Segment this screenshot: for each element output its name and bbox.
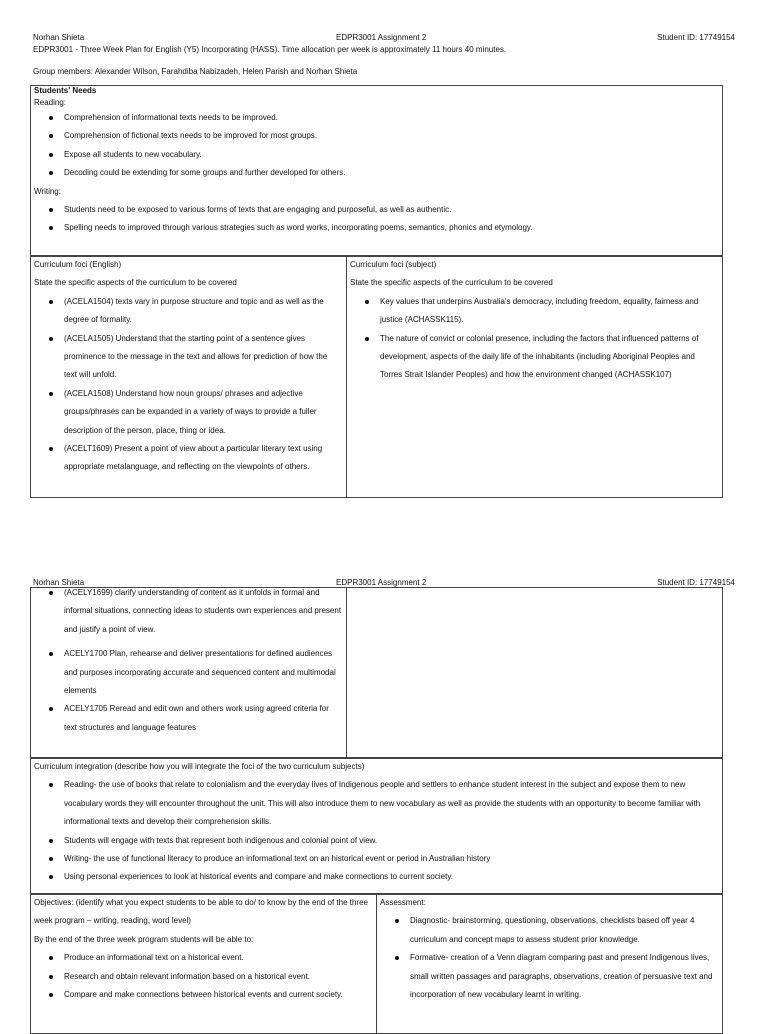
list-item: Decoding could be extending for some groups and further developed for others. — [64, 164, 719, 182]
curriculum-english-list — [34, 293, 342, 477]
curriculum-english-continued-list — [34, 584, 342, 737]
column-divider — [346, 256, 347, 498]
list-item: Reading- the use of books that relate to colonialism and the everyday lives of Indigenous people and settlers to enhance student interest in the subject and expose them to new vocabulary words they will encounter throughout the unit. This will also introduce them to new vocabulary as well as provide the students with an opportunity to become familiar with informational texts and develop their comprehension skills. — [64, 776, 719, 831]
list-item: Formative- creation of a Venn diagram comparing past and present Indigenous lives, small written passages and paragraphs, observations, creation of persuasive text and incorporation of new vocabulary learnt in writing. — [410, 949, 718, 1004]
list-item: (ACELA1504) texts vary in purpose structure and topic and as well as the degree of formality. — [64, 293, 342, 330]
reading-label: Reading: — [34, 98, 67, 107]
list-item: ACELY1700 Plan, rehearse and deliver presentations for defined audiences and purposes incorporating accurate and sequenced content and multimodal elements — [64, 645, 342, 700]
curriculum-english-continued-cell — [34, 584, 342, 737]
header-name: Norhan Shieta — [33, 578, 85, 587]
list-item: Comprehension of informational texts needs to be improved. — [64, 109, 719, 127]
curriculum-subject-list — [350, 293, 718, 385]
assessment-title: Assessment: — [380, 898, 426, 907]
list-item: Compare and make connections between historical events and current society. — [64, 986, 372, 1004]
column-divider — [346, 587, 347, 758]
list-item: Spelling needs to improved through various strategies such as word works, incorporating poems, semantics, phonics and etymology. — [64, 219, 719, 237]
plan-title: EDPR3001 - Three Week Plan for English (Y5) Incorporating (HASS). Time allocation per week is approximately 11 hours 40 minutes. — [33, 45, 507, 54]
list-item: Students will engage with texts that represent both indigenous and colonial point of view. — [64, 832, 719, 850]
students-needs-cell — [34, 85, 719, 238]
list-item: (ACELA1505) Understand that the starting point of a sentence gives prominence to the message in the text and allows for prediction of how the text will unfold. — [64, 330, 342, 385]
list-item: Students need to be exposed to various forms of texts that are engaging and purposeful, as well as authentic. — [64, 201, 719, 219]
list-item: (ACELT1609) Present a point of view about a particular literary text using appropriate metalanguage, and reflecting on the viewpoints of others. — [64, 440, 342, 477]
objectives-cell — [34, 894, 372, 1004]
assessment-cell — [380, 894, 718, 1004]
group-members: Group members: Alexander Wilson, Farahdiba Nabizadeh, Helen Parish and Norhan Shieta — [33, 67, 358, 76]
curriculum-subject-subtitle: State the specific aspects of the curriculum to be covered — [350, 278, 553, 288]
curriculum-subject-title: Curriculum foci (subject) — [350, 260, 437, 269]
list-item: The nature of convict or colonial presence, including the factors that influenced patterns of development, aspects of the daily life of the inhabitants (including Aboriginal Peoples and Torres Strait Islander Peoples) and how the environment changed (ACHASSK107) — [380, 330, 718, 385]
curriculum-subject-cell — [350, 256, 718, 385]
header-assignment: EDPR3001 Assignment 2 — [336, 578, 427, 587]
list-item: Research and obtain relevant information based on a historical event. — [64, 968, 372, 986]
list-item: ACELY1705 Reread and edit own and others work using agreed criteria for text structures and language features — [64, 700, 342, 737]
writing-label: Writing: — [34, 186, 61, 196]
curriculum-english-subtitle: State the specific aspects of the curriculum to be covered — [34, 278, 237, 288]
list-item: Comprehension of fictional texts needs to be improved for most groups. — [64, 127, 719, 145]
curriculum-english-cell — [34, 256, 342, 477]
writing-needs-list — [34, 201, 719, 238]
column-divider — [376, 894, 377, 1034]
list-item: Writing- the use of functional literacy to produce an informational text on an historical event or period in Australian history — [64, 850, 719, 868]
integration-title: Curriculum integration (describe how you will integrate the foci of the two curriculum subjects) — [34, 762, 365, 771]
curriculum-english-title: Curriculum foci (English) — [34, 260, 122, 269]
header-assignment: EDPR3001 Assignment 2 — [336, 33, 427, 42]
integration-cell — [34, 758, 719, 887]
objectives-list — [34, 949, 372, 1004]
list-item: Produce an informational text on a historical event. — [64, 949, 372, 967]
list-item: (ACELY1699) clarify understanding of content as it unfolds in formal and informal situations, connecting ideas to students own experiences and present and justify a point of view. — [64, 584, 342, 639]
header-student-id: Student ID: 17749154 — [657, 33, 735, 42]
students-needs-title: Students' Needs — [34, 86, 97, 95]
header-student-id: Student ID: 17749154 — [657, 578, 735, 587]
list-item: Key values that underpins Australia's democracy, including freedom, equality, fairness and justice (ACHASSK115). — [380, 293, 718, 330]
list-item: (ACELA1508) Understand how noun groups/ phrases and adjective groups/phrases can be expanded in a variety of ways to provide a fuller description of the person, place, thing or idea. — [64, 385, 342, 440]
list-item: Using personal experiences to look at historical events and compare and make connections to current society. — [64, 868, 719, 886]
reading-needs-list — [34, 109, 719, 183]
assessment-list — [380, 912, 718, 1004]
objectives-title: Objectives: (identify what you expect students to be able to do/ to know by the end of the three week program – writing, reading, word level) — [34, 898, 368, 926]
header-name: Norhan Shieta — [33, 33, 85, 42]
list-item: Diagnostic- brainstorming, questioning, observations, checklists based off year 4 curriculum and concept maps to assess student prior knowledge. — [410, 912, 718, 949]
objectives-intro: By the end of the three week program students will be able to: — [34, 934, 254, 944]
list-item: Expose all students to new vocabulary. — [64, 146, 719, 164]
integration-list — [34, 776, 719, 886]
